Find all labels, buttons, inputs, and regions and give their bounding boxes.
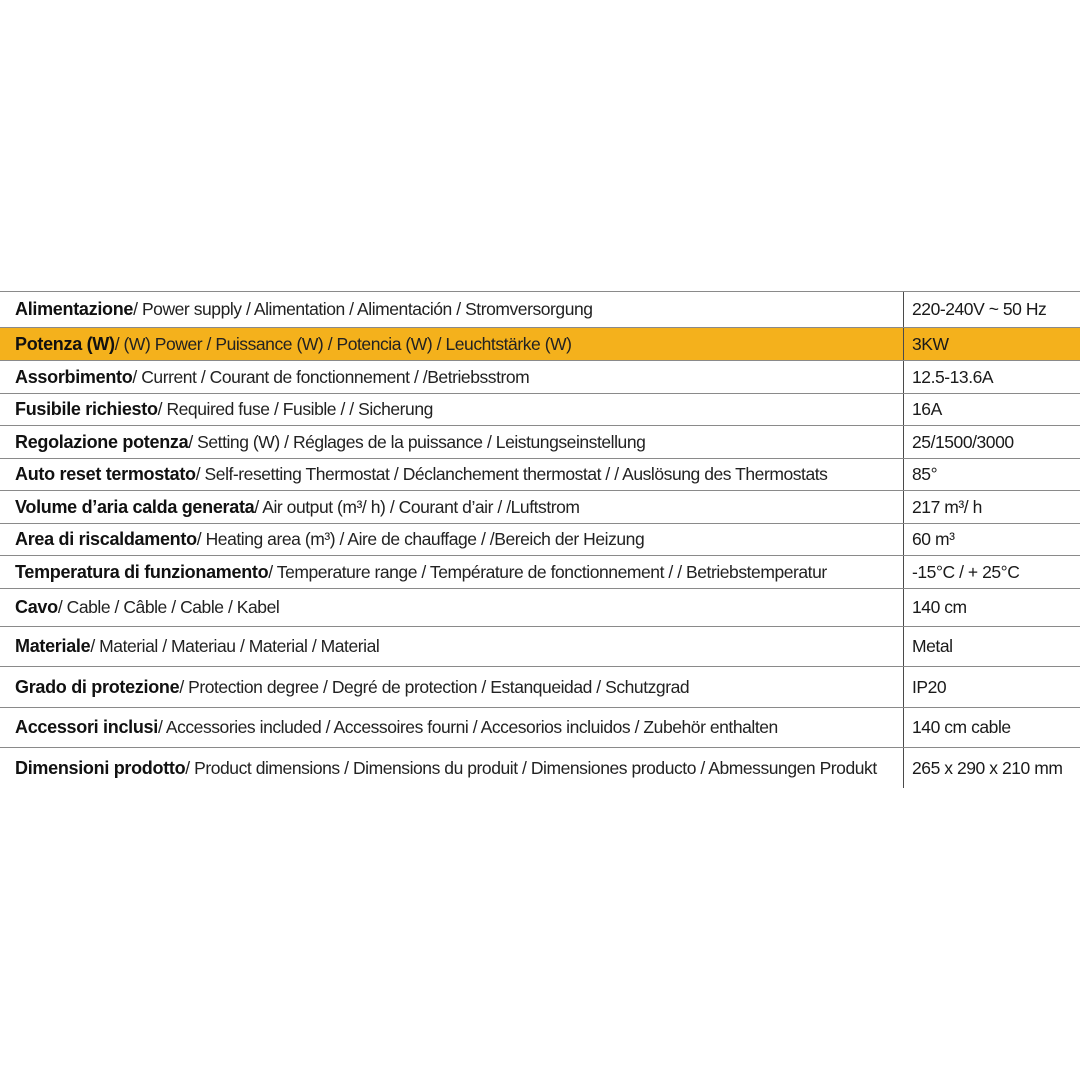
spec-label-italian: Regolazione potenza — [15, 431, 189, 452]
spec-label-italian: Dimensioni prodotto — [15, 757, 186, 778]
spec-label-italian: Assorbimento — [15, 366, 133, 387]
spec-label — [0, 491, 904, 523]
spec-label-translations: / Cable / Câble / Cable / Kabel — [57, 597, 280, 617]
spec-label-translations: / Accessories included / Accessoires fourni / Accesorios incluidos / Zubehör enthalten — [157, 717, 778, 737]
spec-label-translations: / Heating area (m³) / Aire de chauffage / /Bereich der Heizung — [196, 529, 645, 549]
spec-row-air-output — [0, 491, 1080, 524]
spec-label — [0, 292, 904, 327]
spec-label — [0, 459, 904, 490]
spec-value: IP20 — [912, 676, 947, 697]
spec-value: 217 m³/ h — [912, 496, 982, 517]
spec-label-translations: / Setting (W) / Réglages de la puissance / Leistungseinstellung — [188, 431, 646, 452]
spec-label-translations: / Product dimensions / Dimensions du produit / Dimensiones producto / Abmessungen Produkt — [185, 757, 877, 778]
spec-row-heating-area — [0, 524, 1080, 556]
spec-label-italian: Grado di protezione — [15, 676, 180, 697]
spec-value: 16A — [912, 399, 942, 419]
spec-label-translations: / Air output (m³/ h) / Courant d’air / /Luftstrom — [254, 496, 580, 517]
spec-value: Metal — [912, 636, 953, 656]
spec-label — [0, 589, 904, 626]
spec-value: 25/1500/3000 — [912, 431, 1014, 452]
spec-label-italian: Materiale — [15, 636, 91, 656]
spec-label — [0, 524, 904, 555]
spec-label-italian: Accessori inclusi — [15, 717, 158, 737]
spec-label-translations: / Power supply / Alimentation / Alimentación / Stromversorgung — [133, 299, 593, 319]
spec-value: -15°C / + 25°C — [912, 561, 1020, 582]
spec-row-thermostat — [0, 459, 1080, 491]
spec-row-current — [0, 361, 1080, 394]
spec-label — [0, 667, 904, 707]
spec-label-translations: / Material / Materiau / Material / Material — [90, 636, 380, 656]
spec-row-accessories — [0, 708, 1080, 748]
spec-row-power-setting — [0, 426, 1080, 459]
spec-value: 85° — [912, 464, 938, 484]
spec-row-protection-degree — [0, 667, 1080, 708]
spec-label — [0, 328, 904, 360]
spec-label — [0, 748, 904, 788]
spec-label-italian: Area di riscaldamento — [15, 529, 197, 549]
spec-row-dimensions — [0, 748, 1080, 788]
spec-label-translations: / (W) Power / Puissance (W) / Potencia (W) / Leuchtstärke (W) — [114, 333, 572, 354]
spec-value: 140 cm cable — [912, 717, 1011, 737]
spec-value: 220-240V ~ 50 Hz — [912, 299, 1047, 319]
spec-row-material — [0, 627, 1080, 667]
spec-row-power-supply — [0, 291, 1080, 328]
spec-label-translations: / Current / Courant de fonctionnement / /Betriebsstrom — [132, 366, 530, 387]
spec-row-power-highlighted — [0, 328, 1080, 361]
spec-value: 60 m³ — [912, 529, 955, 549]
spec-value: 3KW — [912, 333, 949, 354]
spec-label-italian: Temperatura di funzionamento — [15, 561, 269, 582]
spec-table — [0, 291, 1080, 788]
spec-value: 12.5-13.6A — [912, 366, 994, 387]
spec-label — [0, 361, 904, 393]
spec-label — [0, 708, 904, 747]
spec-label-italian: Cavo — [15, 597, 58, 617]
spec-row-fuse — [0, 394, 1080, 426]
spec-label — [0, 426, 904, 458]
spec-value: 140 cm — [912, 597, 967, 617]
spec-value: 265 x 290 x 210 mm — [912, 757, 1063, 778]
spec-label-italian: Volume d’aria calda generata — [15, 496, 255, 517]
spec-label-italian: Auto reset termostato — [15, 464, 196, 484]
spec-label-translations: / Protection degree / Degré de protection / Estanqueidad / Schutzgrad — [179, 676, 690, 697]
spec-label — [0, 556, 904, 588]
spec-row-temperature-range — [0, 556, 1080, 589]
spec-row-cable — [0, 589, 1080, 627]
spec-label — [0, 627, 904, 666]
spec-label-italian: Potenza (W) — [15, 333, 115, 354]
spec-label-translations: / Temperature range / Température de fonctionnement / / Betriebstemperatur — [268, 561, 827, 582]
spec-label-translations: / Required fuse / Fusible / / Sicherung — [157, 399, 433, 419]
spec-label-italian: Alimentazione — [15, 299, 134, 319]
spec-label — [0, 394, 904, 425]
spec-label-italian: Fusibile richiesto — [15, 399, 158, 419]
spec-label-translations: / Self-resetting Thermostat / Déclanchement thermostat / / Auslösung des Thermostats — [195, 464, 828, 484]
